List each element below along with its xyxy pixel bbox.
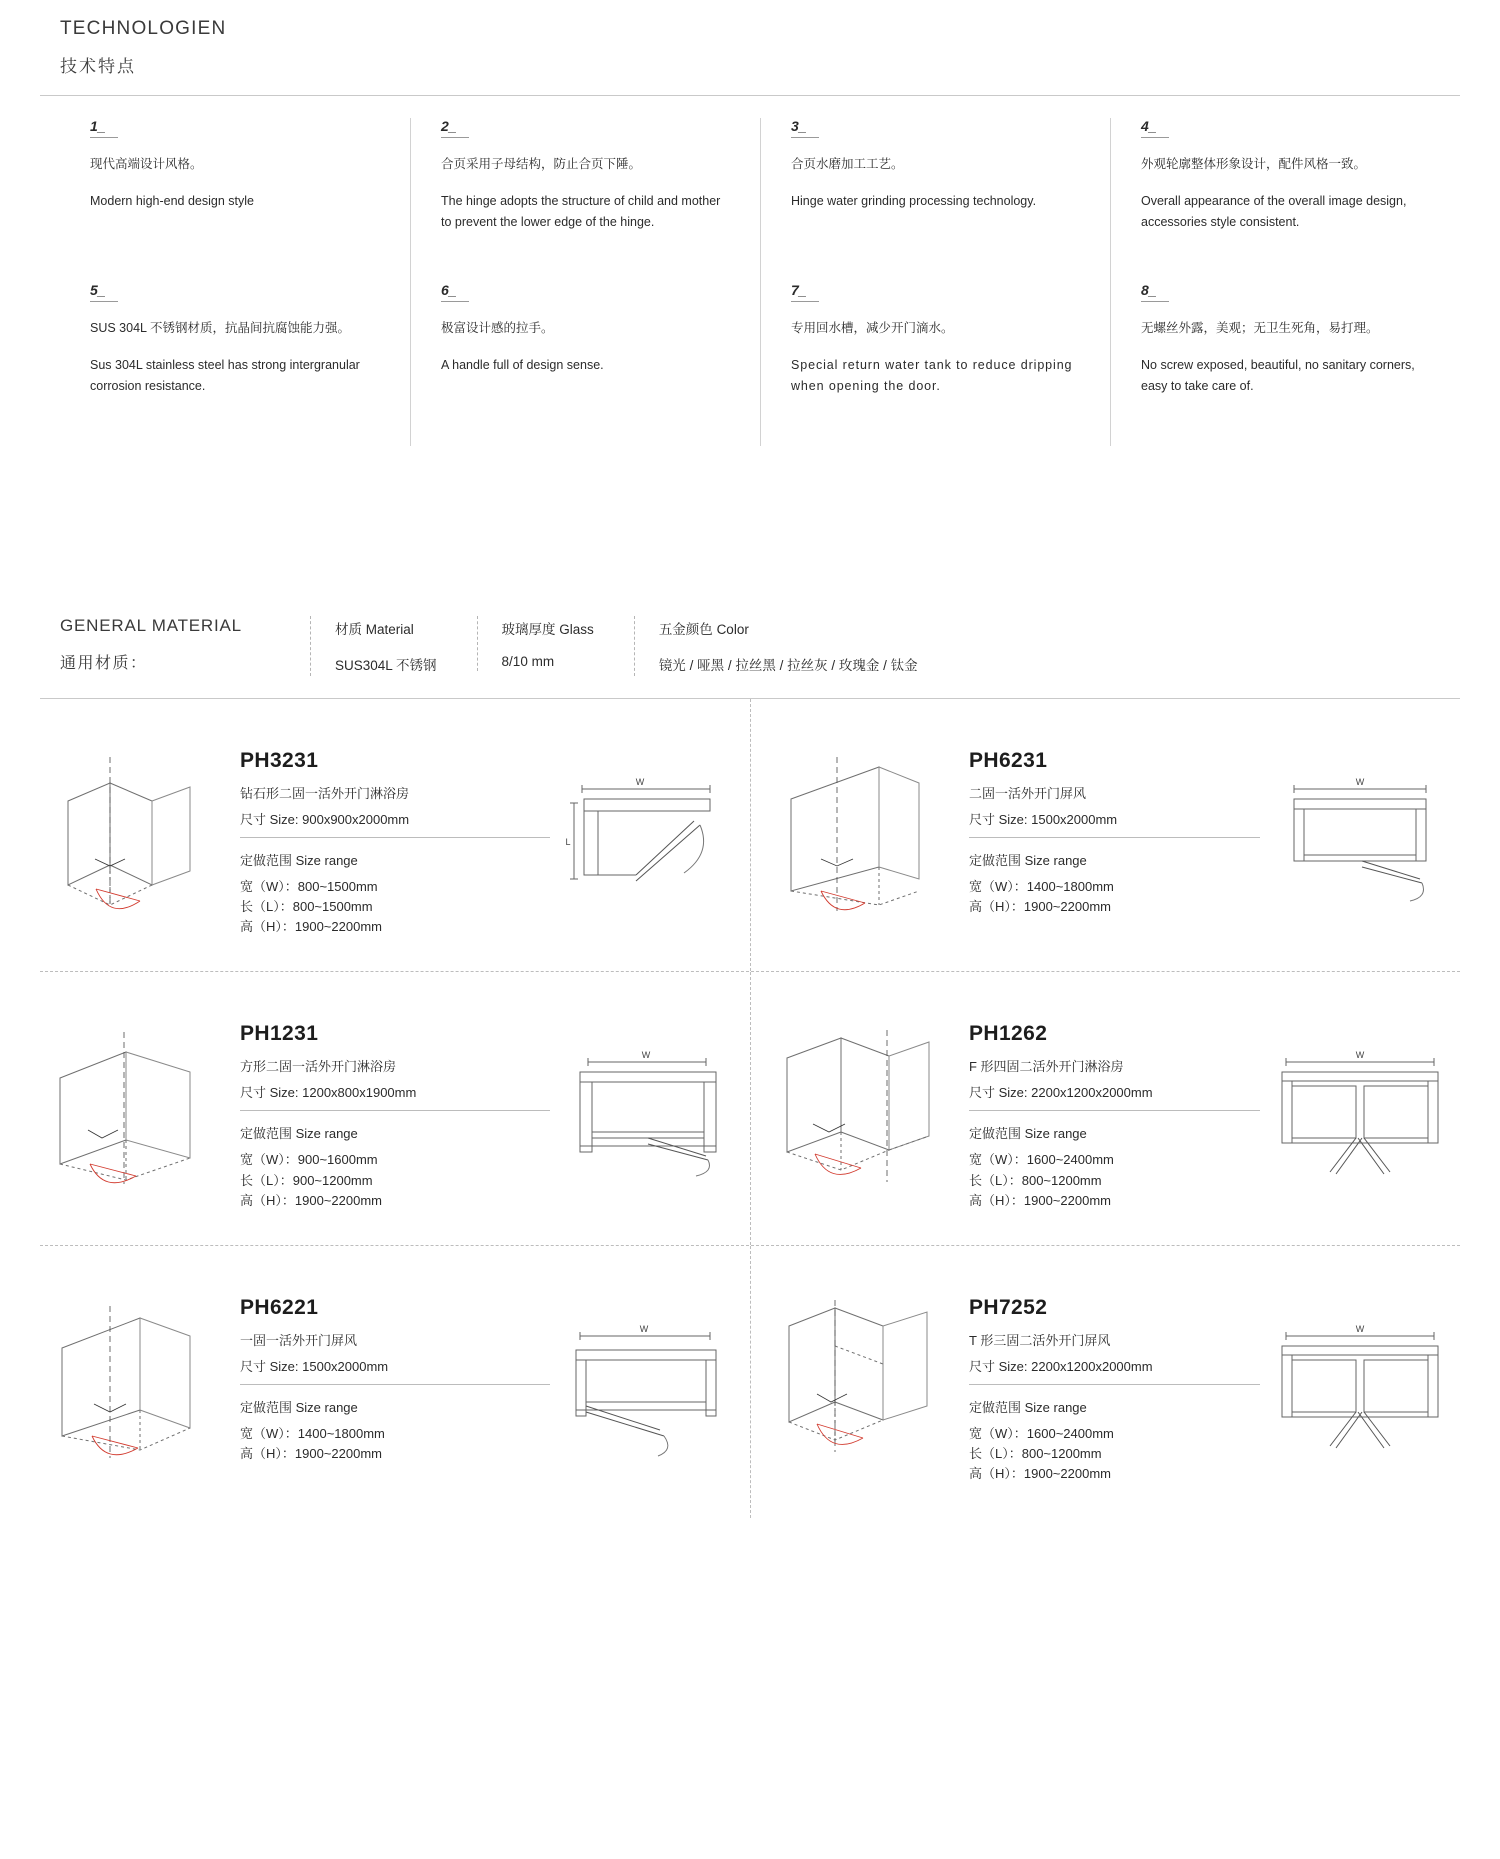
product-card[interactable] <box>40 1246 750 1518</box>
product-desc: F 形四固二活外开门淋浴房 <box>969 1059 1124 1075</box>
feature-column-3 <box>760 118 1110 446</box>
isometric-drawing-ph1262 <box>769 1006 949 1202</box>
product-model: PH6221 <box>240 1295 319 1319</box>
product-row <box>40 1245 1460 1518</box>
feature-number: 5_ <box>90 282 118 302</box>
product-card[interactable] <box>750 699 1460 971</box>
feature-number: 1_ <box>90 118 118 138</box>
feature-item <box>90 118 380 268</box>
material-label: 材质 Material <box>335 622 414 637</box>
size-range-h: 高（H）：1900~2200mm <box>969 1192 1111 1208</box>
color-value: 镜光 / 哑黑 / 拉丝黑 / 拉丝灰 / 玫瑰金 / 钛金 <box>658 658 918 673</box>
size-range-w: 宽（W）：1400~1800mm <box>240 1425 385 1441</box>
product-model: PH1231 <box>240 1022 319 1046</box>
size-range-l: 长（L）：900~1200mm <box>240 1172 373 1188</box>
plan-drawing-ph7252 <box>1270 1280 1460 1460</box>
product-size: 尺寸 Size: 900x900x2000mm <box>240 809 550 838</box>
general-material-strip <box>40 616 1460 676</box>
size-range-l: 长（L）：800~1200mm <box>969 1172 1102 1188</box>
feature-number: 6_ <box>441 282 469 302</box>
product-model: PH3231 <box>240 749 319 772</box>
svg-text:W: W <box>1355 1323 1365 1334</box>
product-desc: 方形二固一活外开门淋浴房 <box>240 1059 397 1075</box>
product-model: PH1262 <box>969 1022 1048 1046</box>
feature-text-en: Sus 304L stainless steel has strong intergranular corrosion resistance. <box>90 358 360 393</box>
size-range-h: 高（H）：1900~2200mm <box>240 1445 382 1461</box>
plan-drawing-ph6221 <box>560 1280 750 1460</box>
feature-number: 3_ <box>791 118 819 138</box>
material-value: SUS304L 不锈钢 <box>335 658 437 673</box>
size-range-label: 定做范围 Size range <box>969 1399 1087 1415</box>
feature-text-en: Hinge water grinding processing technology. <box>791 194 1037 209</box>
size-range-l: 长（L）：800~1500mm <box>240 899 373 915</box>
size-range-h: 高（H）：1900~2200mm <box>240 919 382 935</box>
size-range-label: 定做范围 Size range <box>969 1126 1087 1142</box>
size-range-h: 高（H）：1900~2200mm <box>240 1192 382 1208</box>
product-desc: 钻石形二固一活外开门淋浴房 <box>240 786 410 801</box>
size-range-w: 宽（W）：900~1600mm <box>240 1152 378 1168</box>
product-desc: 二固一活外开门屏风 <box>969 786 1087 801</box>
product-row <box>40 971 1460 1244</box>
product-info <box>220 733 560 937</box>
glass-label: 玻璃厚度 Glass <box>501 622 594 637</box>
feature-item <box>441 282 730 432</box>
color-label: 五金颜色 Color <box>658 622 749 637</box>
feature-number: 7_ <box>791 282 819 302</box>
technologies-header <box>40 0 1460 83</box>
feature-text-cn: SUS 304L 不锈钢材质，抗晶间抗腐蚀能力强。 <box>90 321 350 335</box>
header-divider <box>40 95 1460 96</box>
isometric-drawing-ph6231 <box>769 733 949 929</box>
product-desc: 一固一活外开门屏风 <box>240 1332 358 1348</box>
product-info <box>949 1006 1270 1210</box>
isometric-drawing-ph3231 <box>40 733 220 929</box>
size-range-w: 宽（W）：1600~2400mm <box>969 1425 1114 1441</box>
size-range-w: 宽（W）：1400~1800mm <box>969 879 1114 894</box>
product-row <box>40 699 1460 971</box>
size-range-label: 定做范围 Size range <box>240 1399 358 1415</box>
feature-column-2 <box>410 118 760 446</box>
feature-text-en: The hinge adopts the structure of child and mother to prevent the lower edge of the hinge. <box>441 194 721 229</box>
feature-text-cn: 合页采用子母结构，防止合页下陲。 <box>441 157 642 171</box>
isometric-drawing-ph7252 <box>769 1280 949 1476</box>
product-size: 尺寸 Size: 1500x2000mm <box>240 1356 550 1385</box>
plan-drawing-ph3231 <box>560 733 750 913</box>
product-card[interactable] <box>40 972 750 1244</box>
feature-number: 8_ <box>1141 282 1169 302</box>
size-range-h: 高（H）：1900~2200mm <box>969 1466 1111 1482</box>
feature-number: 2_ <box>441 118 469 138</box>
general-material-title-en: GENERAL MATERIAL <box>60 616 242 635</box>
feature-item <box>791 118 1080 268</box>
page-title-cn: 技术特点 <box>60 57 136 76</box>
feature-item <box>441 118 730 268</box>
feature-text-cn: 现代高端设计风格。 <box>90 157 203 171</box>
feature-text-cn: 专用回水槽，减少开门滴水。 <box>791 321 954 335</box>
product-grid <box>40 699 1460 1518</box>
glass-value: 8/10 mm <box>501 654 555 669</box>
features-grid <box>40 118 1460 446</box>
feature-number: 4_ <box>1141 118 1169 138</box>
isometric-drawing-ph6221 <box>40 1280 220 1476</box>
feature-text-cn: 合页水磨加工工艺。 <box>791 157 904 171</box>
product-size: 尺寸 Size: 1200x800x1900mm <box>240 1082 550 1111</box>
size-range-label: 定做范围 Size range <box>969 853 1087 868</box>
general-material-title <box>60 616 310 673</box>
product-model: PH6231 <box>969 749 1048 772</box>
product-card[interactable] <box>750 972 1460 1244</box>
feature-text-en: Modern high-end design style <box>90 194 254 209</box>
isometric-drawing-ph1231 <box>40 1006 220 1202</box>
product-model: PH7252 <box>969 1295 1048 1319</box>
product-info <box>949 733 1270 917</box>
feature-item <box>1141 282 1430 432</box>
product-desc: T 形三固二活外开门屏风 <box>969 1332 1111 1348</box>
feature-text-cn: 无螺丝外露，美观；无卫生死角，易打理。 <box>1141 321 1379 335</box>
svg-text:W: W <box>1355 777 1365 787</box>
product-card[interactable] <box>750 1246 1460 1518</box>
feature-column-1 <box>60 118 410 446</box>
plan-drawing-ph6231 <box>1270 733 1460 913</box>
size-range-label: 定做范围 Size range <box>240 853 358 868</box>
feature-column-4 <box>1110 118 1460 446</box>
feature-item <box>1141 118 1430 268</box>
plan-drawing-ph1262 <box>1270 1006 1460 1186</box>
product-info <box>220 1006 560 1210</box>
size-range-h: 高（H）：1900~2200mm <box>969 899 1111 915</box>
material-column-glass <box>477 616 594 671</box>
product-info <box>220 1280 560 1464</box>
size-range-w: 宽（W）：800~1500mm <box>240 879 378 894</box>
svg-text:W: W <box>1355 1050 1365 1061</box>
svg-text:W: W <box>639 1323 649 1334</box>
product-size: 尺寸 Size: 2200x1200x2000mm <box>969 1082 1260 1111</box>
product-card[interactable] <box>40 699 750 971</box>
feature-text-en: No screw exposed, beautiful, no sanitary corners, easy to take care of. <box>1141 358 1415 393</box>
feature-text-cn: 外观轮廓整体形象设计，配件风格一致。 <box>1141 157 1367 171</box>
feature-text-en: Overall appearance of the overall image design, accessories style consistent. <box>1141 194 1407 229</box>
general-material-title-cn: 通用材质： <box>60 655 148 672</box>
feature-text-en: A handle full of design sense. <box>441 358 604 373</box>
material-column-material <box>310 616 437 676</box>
plan-drawing-ph1231 <box>560 1006 750 1186</box>
feature-text-en: Special return water tank to reduce dripping when opening the door. <box>791 358 1073 393</box>
product-size: 尺寸 Size: 2200x1200x2000mm <box>969 1356 1260 1385</box>
product-size: 尺寸 Size: 1500x2000mm <box>969 809 1260 838</box>
feature-text-cn: 极富设计感的拉手。 <box>441 321 554 335</box>
feature-item <box>791 282 1080 432</box>
size-range-w: 宽（W）：1600~2400mm <box>969 1152 1114 1168</box>
material-column-color <box>634 616 918 676</box>
size-range-label: 定做范围 Size range <box>240 1126 358 1142</box>
svg-text:W: W <box>635 777 645 787</box>
product-info <box>949 1280 1270 1484</box>
page-title-en: TECHNOLOGIEN <box>60 18 227 39</box>
svg-text:W: W <box>641 1050 651 1061</box>
svg-text:L: L <box>565 837 571 847</box>
feature-item <box>90 282 380 432</box>
size-range-l: 长（L）：800~1200mm <box>969 1445 1102 1461</box>
